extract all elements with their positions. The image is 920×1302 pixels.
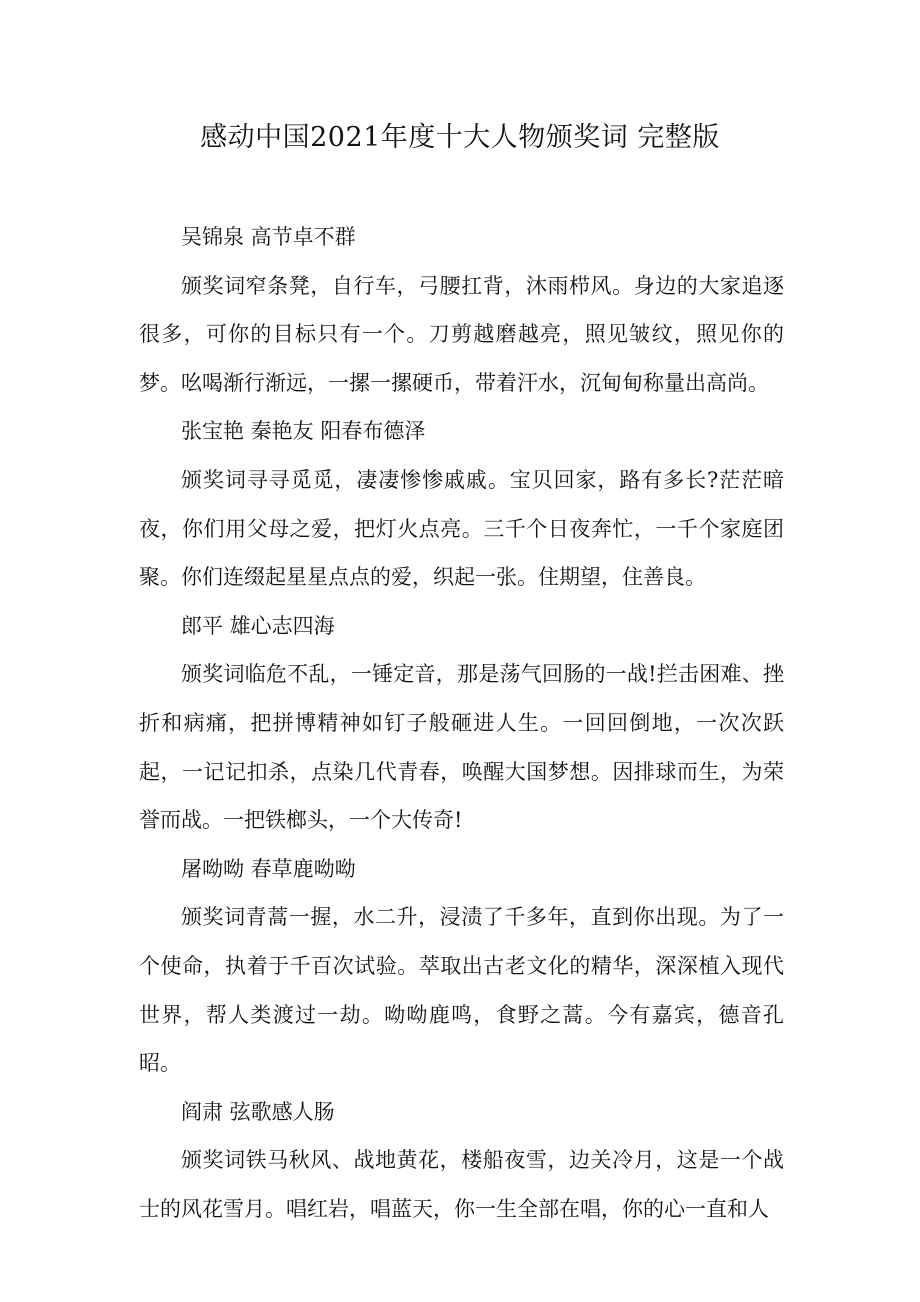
section-heading: 张宝艳 秦艳友 阳春布德泽 <box>181 419 426 444</box>
section-paragraph: 颁奖词寻寻觅觅，凄凄惨惨戚戚。宝贝回家，路有多长?茫茫暗夜，你们用父母之爱，把灯火点亮。三千个日夜奔忙，一千个家庭团聚。你们连缀起星星点点的爱，织起一张。住期望，住善良。 <box>139 467 784 590</box>
section-yan-su <box>139 1088 784 1234</box>
section-paragraph: 颁奖词临危不乱，一锤定音，那是荡气回肠的一战!拦击困难、挫折和病痛，把拼博精神如钉子般砸进人生。一回回倒地，一次次跃起，一记记扣杀，点染几代青春，唤醒大国梦想。因排球而生，为荣誉而战。一把铁榔头，一个大传奇! <box>139 662 784 833</box>
document-body <box>139 213 784 1233</box>
section-paragraph: 颁奖词铁马秋风、战地黄花，楼船夜雪，边关冷月，这是一个战士的风花雪月。唱红岩，唱蓝天，你一生全部在唱，你的心一直和人 <box>139 1148 784 1221</box>
section-heading: 吴锦泉 高节卓不群 <box>181 225 356 249</box>
section-heading: 屠呦呦 春草鹿呦呦 <box>181 856 356 881</box>
section-lang-ping <box>139 602 784 845</box>
section-wu-jinquan <box>139 213 784 407</box>
section-paragraph: 颁奖词青蒿一握，水二升，浸渍了千多年，直到你出现。为了一个使命，执着于千百次试验。萃取出古老文化的精华，深深植入现代世界，帮人类渡过一劫。呦呦鹿鸣，食野之蒿。今有嘉宾，德音孔昭。 <box>139 905 784 1076</box>
section-heading: 郎平 雄心志四海 <box>181 613 335 638</box>
document-title: 感动中国2021年度十大人物颁奖词 完整版 <box>200 122 720 153</box>
section-heading: 阎肃 弦歌感人肠 <box>181 1099 335 1124</box>
section-paragraph: 颁奖词窄条凳，自行车，弓腰扛背，沐雨栉风。身边的大家追逐很多，可你的目标只有一个。刀剪越磨越亮，照见皱纹，照见你的梦。吆喝渐行渐远，一摞一摞硬币，带着汗水，沉甸甸称量出高尚。 <box>139 273 784 395</box>
section-tu-youyou <box>139 845 784 1088</box>
section-zhang-baoyan <box>139 407 784 601</box>
